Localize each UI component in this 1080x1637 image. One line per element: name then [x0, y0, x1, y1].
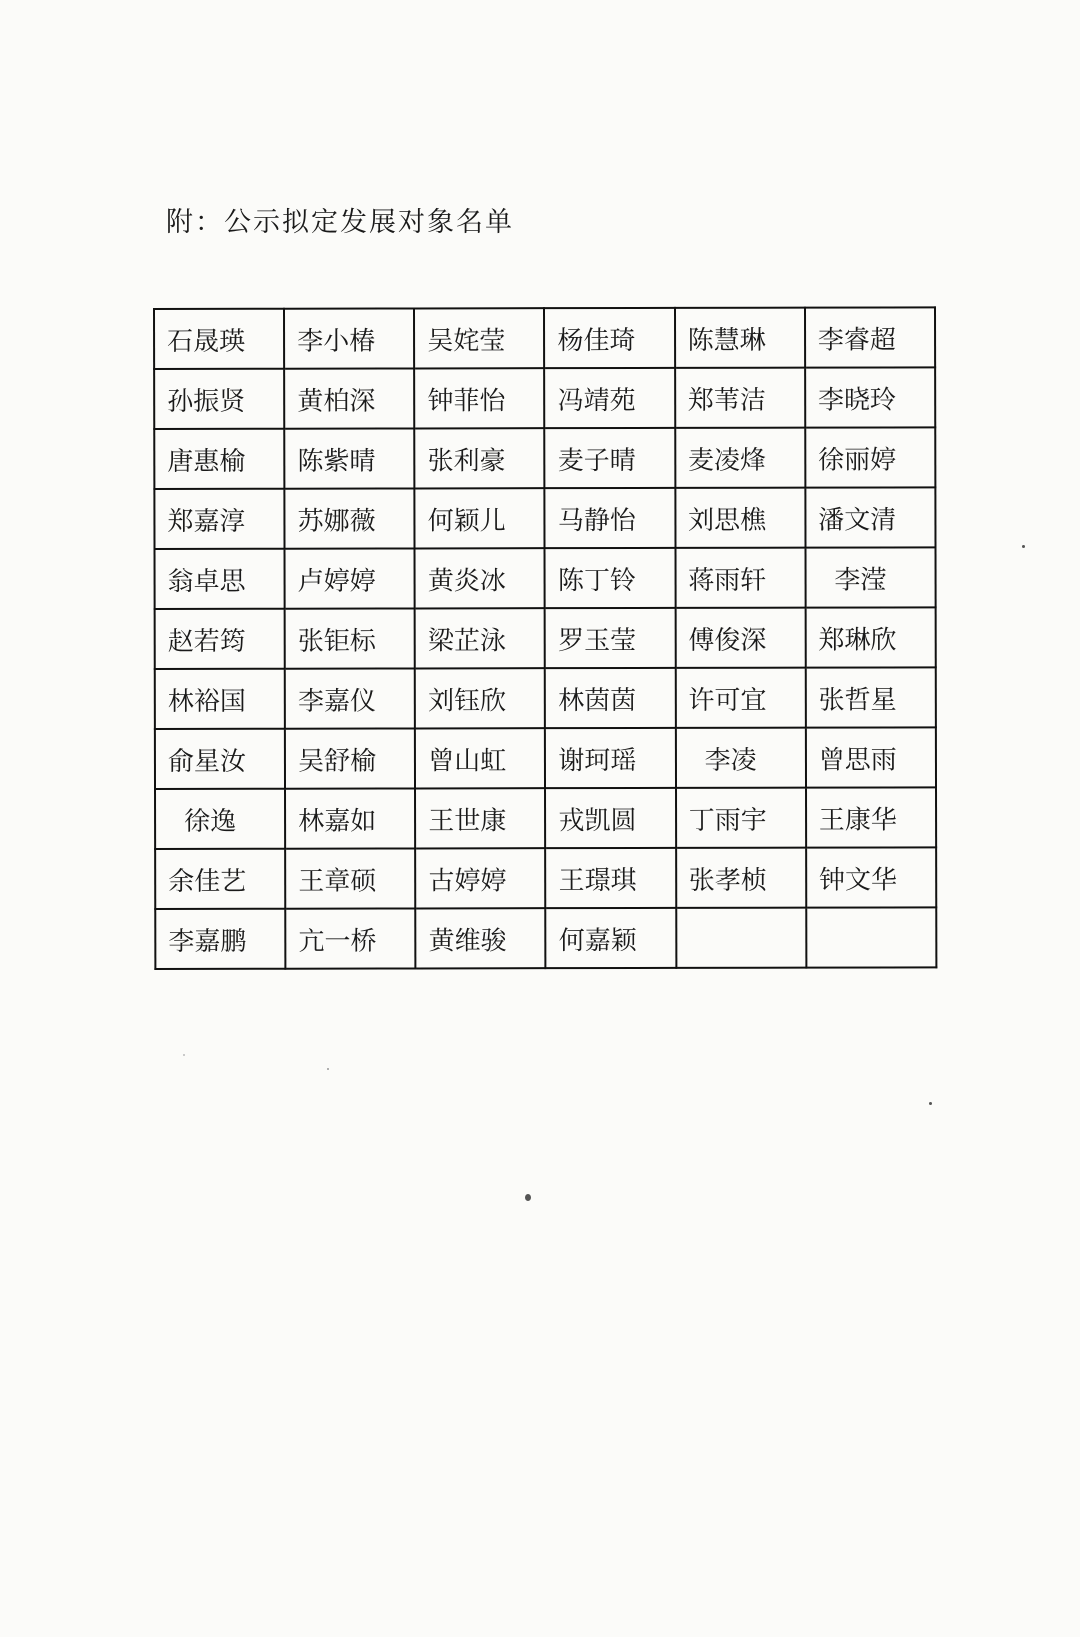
name-cell: 亢一桥 — [285, 908, 415, 968]
name-cell: 钟文华 — [806, 847, 936, 907]
scan-speck — [929, 1102, 932, 1105]
name-cell: 郑嘉淳 — [154, 489, 284, 549]
name-cell: 王康华 — [806, 787, 936, 847]
name-cell: 王璟琪 — [546, 848, 676, 908]
table-row — [155, 667, 936, 729]
name-cell: 张哲星 — [806, 667, 936, 727]
name-cell: 潘文清 — [805, 487, 935, 547]
name-cell: 石晟瑛 — [154, 309, 284, 369]
scan-speck — [525, 1194, 531, 1201]
name-cell: 张孝桢 — [676, 848, 806, 908]
name-cell: 黄炎冰 — [415, 548, 545, 608]
name-cell: 黄柏深 — [284, 368, 414, 428]
name-cell: 曾山虹 — [415, 728, 545, 788]
name-cell: 郑琳欣 — [805, 607, 935, 667]
name-cell: 蒋雨轩 — [675, 548, 805, 608]
table-row — [155, 787, 936, 849]
name-cell: 李小椿 — [284, 308, 414, 368]
name-cell: 林茵茵 — [545, 668, 675, 728]
name-cell: 刘钰欣 — [415, 668, 545, 728]
name-cell: 张利豪 — [415, 428, 545, 488]
name-cell: 许可宜 — [675, 668, 805, 728]
name-cell: 李凌 — [676, 728, 806, 788]
table-row — [154, 367, 935, 429]
table-row — [155, 847, 936, 909]
scan-speck — [183, 1054, 185, 1056]
name-cell: 张钜标 — [285, 608, 415, 668]
page-title: 附：公示拟定发展对象名单 — [166, 207, 514, 238]
name-cell: 孙振贤 — [154, 369, 284, 429]
name-cell: 李嘉鹏 — [155, 909, 285, 969]
name-cell: 林嘉如 — [285, 788, 415, 848]
name-cell: 丁雨宇 — [676, 788, 806, 848]
name-cell: 林裕国 — [155, 669, 285, 729]
name-cell: 黄维骏 — [416, 908, 546, 968]
name-cell: 刘思樵 — [675, 488, 805, 548]
empty-cell — [676, 908, 806, 968]
name-cell: 李滢 — [805, 547, 935, 607]
name-cell: 卢婷婷 — [285, 548, 415, 608]
name-cell: 古婷婷 — [415, 848, 545, 908]
name-cell: 梁芷泳 — [415, 608, 545, 668]
name-cell: 徐丽婷 — [805, 427, 935, 487]
table-row — [154, 487, 935, 549]
table-row — [154, 307, 935, 369]
name-cell: 苏娜薇 — [285, 488, 415, 548]
name-cell: 俞星汝 — [155, 729, 285, 789]
name-cell: 吴姹莹 — [414, 308, 544, 368]
name-cell: 麦凌烽 — [675, 428, 805, 488]
table-row — [155, 907, 936, 969]
name-cell: 郑苇洁 — [675, 368, 805, 428]
name-cell: 冯靖苑 — [545, 368, 675, 428]
name-cell: 马静怡 — [545, 488, 675, 548]
name-cell: 翁卓思 — [155, 549, 285, 609]
name-cell: 赵若筠 — [155, 609, 285, 669]
name-cell: 钟菲怡 — [414, 368, 544, 428]
name-cell: 吴舒榆 — [285, 728, 415, 788]
scan-speck — [1022, 545, 1025, 548]
name-cell: 李睿超 — [805, 307, 935, 367]
table-row — [155, 607, 936, 669]
name-cell: 戎凯圆 — [545, 788, 675, 848]
empty-cell — [806, 907, 936, 967]
name-cell: 罗玉莹 — [545, 608, 675, 668]
name-cell: 徐逸 — [155, 789, 285, 849]
candidate-name-table — [153, 306, 937, 970]
scan-speck — [327, 1068, 329, 1070]
name-cell: 谢珂瑶 — [545, 728, 675, 788]
name-cell: 李晓玲 — [805, 367, 935, 427]
name-cell: 傅俊深 — [675, 608, 805, 668]
name-cell: 余佳艺 — [155, 849, 285, 909]
name-cell: 王世康 — [415, 788, 545, 848]
name-cell: 何颖儿 — [415, 488, 545, 548]
name-cell: 王章硕 — [285, 848, 415, 908]
name-cell: 何嘉颖 — [546, 908, 676, 968]
name-cell: 陈紫晴 — [284, 428, 414, 488]
name-cell: 杨佳琦 — [544, 308, 674, 368]
name-cell: 陈丁铃 — [545, 548, 675, 608]
name-cell: 李嘉仪 — [285, 668, 415, 728]
table-row — [155, 547, 936, 609]
name-cell: 唐惠榆 — [154, 429, 284, 489]
table-row — [154, 427, 935, 489]
name-cell: 麦子晴 — [545, 428, 675, 488]
table-row — [155, 727, 936, 789]
name-cell: 曾思雨 — [806, 727, 936, 787]
name-cell: 陈慧琳 — [675, 308, 805, 368]
